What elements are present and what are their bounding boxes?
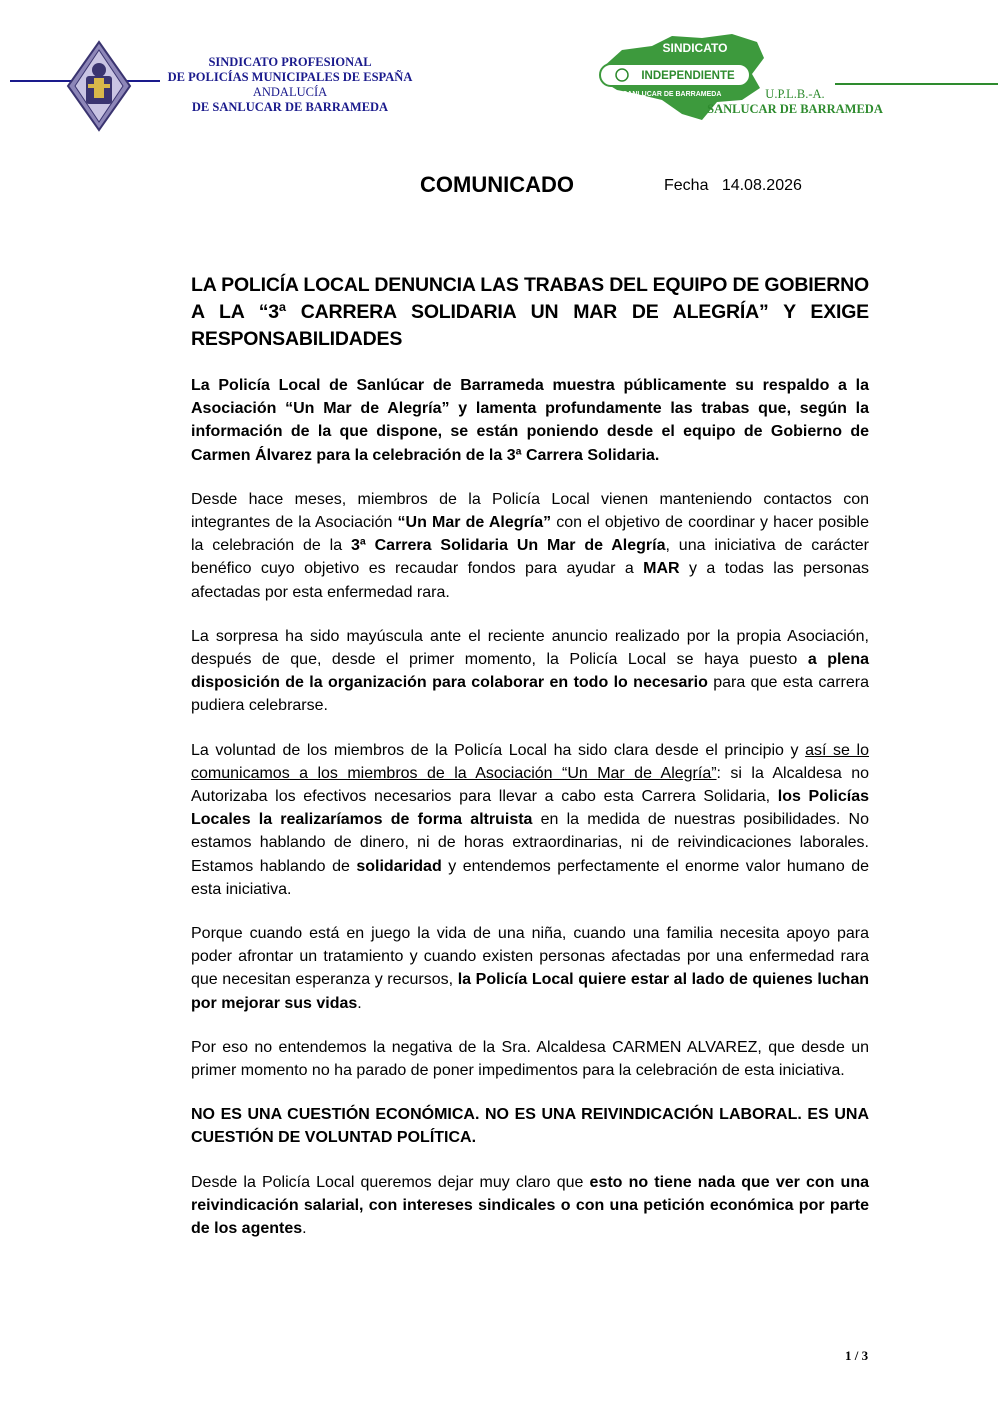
text-run: y entendemos perfectamente el enorme valor humano de esta iniciativa.: [191, 857, 869, 898]
text-run: en la medida de nuestras posibilidades. No estamos hablando de dinero, ni de horas extraordinarias, ni de reivindicaciones laborales. Estamos hablando de: [191, 811, 869, 875]
date-label: Fecha: [664, 177, 709, 194]
text-run: los Policías Locales la realizaríamos de forma altruista: [191, 788, 870, 829]
paragraph-solidarity: [191, 922, 869, 1015]
logo-word-independiente: INDEPENDIENTE: [641, 70, 735, 82]
text-run: .: [357, 994, 362, 1012]
text-run: “Un Mar de Alegría”: [397, 514, 552, 532]
text-run: La sorpresa ha sido mayúscula ante el reciente anuncio realizado por la propia Asociación, después de que, desde el primer momento, la Policía Local se haya puesto: [191, 627, 869, 669]
text-run: y a todas las personas afectadas por esta enfermedad rara.: [191, 560, 870, 601]
header-right-rule: [835, 83, 998, 85]
header-left-text: [150, 55, 430, 115]
text-run: esto no tiene nada que ver con una reivindicación salarial, con intereses sindicales o con una petición económica por parte de los agentes: [191, 1173, 870, 1238]
logo-word-sindicato: SINDICATO: [662, 41, 728, 55]
text-run: a plena disposición de la organización para colaborar en todo lo necesario: [191, 651, 869, 692]
document-type-title: COMUNICADO: [420, 172, 574, 197]
text-run: La voluntad de los miembros de la Policía Local ha sido clara desde el principio y: [191, 741, 806, 759]
logo-word-sitas: S.I.T.A.S.: [636, 102, 664, 109]
text-run: : si la Alcaldesa no Autorizaba los efectivos necesarios para llevar a cabo esta Carrera Solidaria,: [191, 764, 869, 806]
page-number: 1 / 3: [845, 1348, 869, 1363]
police-crest-icon: [66, 40, 132, 132]
text-run: Porque cuando está en juego la vida de una niña, cuando una familia necesita apoyo para poder afrontar un tratamiento y cuando existen personas afectadas por una enfermedad rara que necesitan esperanza y recursos,: [191, 925, 869, 989]
paragraph-clarification: [191, 1171, 869, 1241]
text-run: así se lo comunicamos a los miembros de la Asociación “Un Mar de Alegría”: [191, 741, 869, 782]
text-run: Desde hace meses, miembros de la Policía Local vienen manteniendo contactos con integrantes de la Asociación: [191, 490, 869, 532]
text-run: 3ª Carrera Solidaria Un Mar de Alegría: [350, 537, 666, 555]
text-run: Desde la Policía Local queremos dejar muy claro que: [191, 1173, 590, 1191]
paragraph-refusal: Por eso no entendemos la negativa de la Sra. Alcaldesa CARMEN ALVAREZ, que desde un primer momento no ha parado de poner impedimentos para la celebración de esta iniciativa.: [191, 1038, 869, 1080]
uplb-label: U.P.L.B.-A.: [765, 87, 825, 101]
text-run: para que esta carrera pudiera celebrarse.: [191, 674, 870, 715]
text-run: solidaridad: [356, 857, 442, 875]
union-city: DE SANLUCAR DE BARRAMEDA: [191, 100, 389, 114]
logo-word-city: SANLUCAR DE BARRAMEDA: [622, 91, 722, 98]
text-run: , una iniciativa de carácter benéfico cuyo objetivo es recaudar fondos para ayudar a: [191, 537, 870, 578]
text-run: .: [302, 1220, 307, 1238]
header-right-text: [700, 87, 890, 117]
text-run: MAR: [643, 560, 680, 578]
document-date: [664, 177, 802, 195]
headline: LA POLICÍA LOCAL DENUNCIA LAS TRABAS DEL EQUIPO DE GOBIERNO A LA “3ª CARRERA SOLIDARIA UN MAR DE ALEGRÍA” Y EXIGE RESPONSABILIDADES: [191, 274, 869, 350]
statement-paragraph: NO ES UNA CUESTIÓN ECONÓMICA. NO ES UNA REIVINDICACIÓN LABORAL. ES UNA CUESTIÓN DE VOLUNTAD POLÍTICA.: [191, 1106, 869, 1147]
intro-paragraph: La Policía Local de Sanlúcar de Barrameda muestra públicamente su respaldo a la Asociación “Un Mar de Alegría” y lamenta profundamente las trabas que, según la información de la que dispone, se están poniendo desde el equipo de Gobierno de Carmen Álvarez para la celebración de la 3ª Carrera Solidaria.: [191, 377, 869, 464]
text-run: con el objetivo de coordinar y hacer posible la celebración de la: [191, 514, 870, 555]
union-region: ANDALUCÍA: [252, 85, 328, 99]
paragraph-contacts: [191, 488, 869, 604]
date-value: 14.08.2026: [721, 177, 802, 194]
text-run: la Policía Local quiere estar al lado de quienes luchan por mejorar sus vidas: [191, 971, 869, 1012]
uplb-city: SANLUCAR DE BARRAMEDA: [707, 102, 883, 116]
paragraph-surprise: [191, 625, 869, 718]
document-body: [191, 272, 869, 1261]
union-subtitle: DE POLICÍAS MUNICIPALES DE ESPAÑA: [167, 70, 413, 84]
paragraph-will: [191, 739, 869, 901]
union-name: SINDICATO PROFESIONAL: [208, 55, 372, 69]
